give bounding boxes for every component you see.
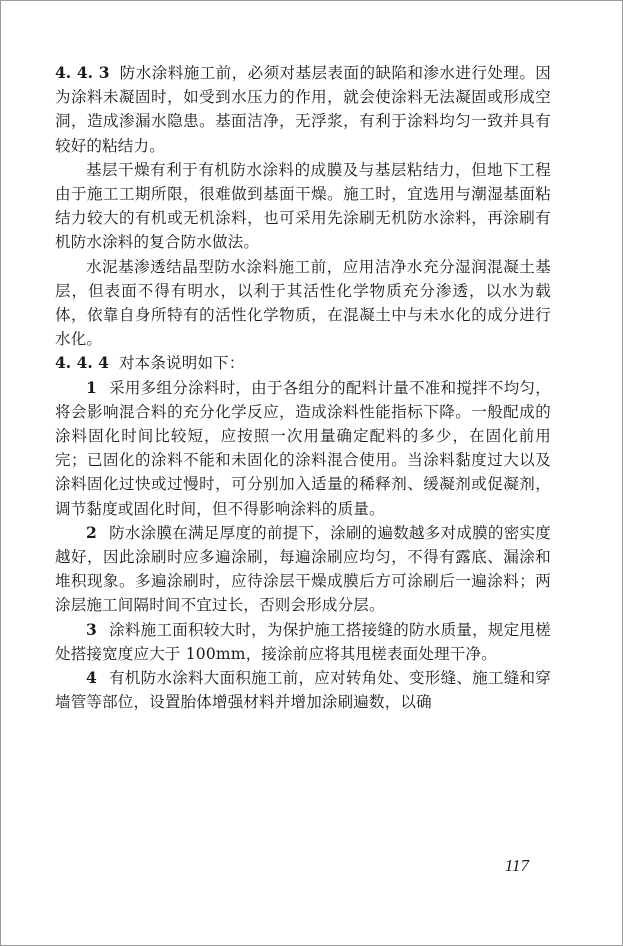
section-4-4-3-para-1	[55, 61, 551, 158]
item-text: 涂料施工面积较大时，为保护施工搭接缝的防水质量，规定甩槎处搭接宽度应大于 100mm，接涂前应将其甩槎表面处理干净。	[55, 620, 551, 663]
item-text: 有机防水涂料大面积施工前，应对转角处、变形缝、施工缝和穿墙管等部位，设置胎体增强材料并增加涂刷遍数，以确	[55, 669, 551, 712]
list-item-4	[55, 666, 551, 714]
list-item-3	[55, 618, 551, 666]
item-text: 防水涂膜在满足厚度的前提下，涂刷的遍数越多对成膜的密实度越好，因此涂刷时应多遍涂刷，每遍涂刷应均匀，不得有露底、漏涂和堆积现象。多遍涂刷时，应待涂层干燥成膜后方可涂刷后一遍涂料；两涂层施工间隔时间不宜过长，否则会形成分层。	[55, 523, 551, 615]
section-number: 4. 4. 3	[55, 63, 110, 82]
paragraph-text: 防水涂料施工前，必须对基层表面的缺陷和渗水进行处理。因为涂料未凝固时，如受到水压力的作用，就会使涂料无法凝固或形成空洞，造成渗漏水隐患。基面洁净，无浮浆，有利于涂料均匀一致并具有较好的粘结力。	[55, 64, 551, 155]
page-number: 117	[504, 856, 529, 875]
intro-text: 对本条说明如下：	[118, 354, 245, 373]
page-body	[55, 61, 551, 714]
section-4-4-4-intro	[55, 351, 551, 375]
item-number: 2	[86, 522, 97, 542]
section-4-4-3-para-2: 基层干燥有利于有机防水涂料的成膜及与基层粘结力，但地下工程由于施工工期所限，很难做到基面干燥。施工时，宜选用与潮湿基面粘结力较大的有机或无机涂料，也可采用先涂刷无机防水涂料，再涂刷有机防水涂料的复合防水做法。	[55, 160, 551, 252]
item-number: 3	[86, 619, 97, 639]
list-item-1	[55, 376, 551, 521]
item-number: 1	[86, 377, 97, 397]
section-4-4-3-para-3: 水泥基渗透结晶型防水涂料施工前，应用洁净水充分湿润混凝土基层，但表面不得有明水，以利于其活性化学物质充分渗透，以水为载体，依靠自身所特有的活性化学物质，在混凝土中与未水化的成分进行水化。	[55, 257, 551, 349]
list-item-2	[55, 521, 551, 618]
section-number: 4. 4. 4	[55, 353, 109, 373]
item-number: 4	[86, 668, 97, 688]
item-text: 采用多组分涂料时，由于各组分的配料计量不准和搅拌不均匀，将会影响混合料的充分化学反应，造成涂料性能指标下降。一般配成的涂料固化时间比较短，应按照一次用量确定配料的多少，在固化前用完；已固化的涂料不能和未固化的涂料混合使用。当涂料黏度过大以及涂料固化过快或过慢时，可分别加入适量的稀释剂、缓凝剂或促凝剂，调节黏度或固化时间，但不得影响涂料的质量。	[55, 378, 551, 518]
